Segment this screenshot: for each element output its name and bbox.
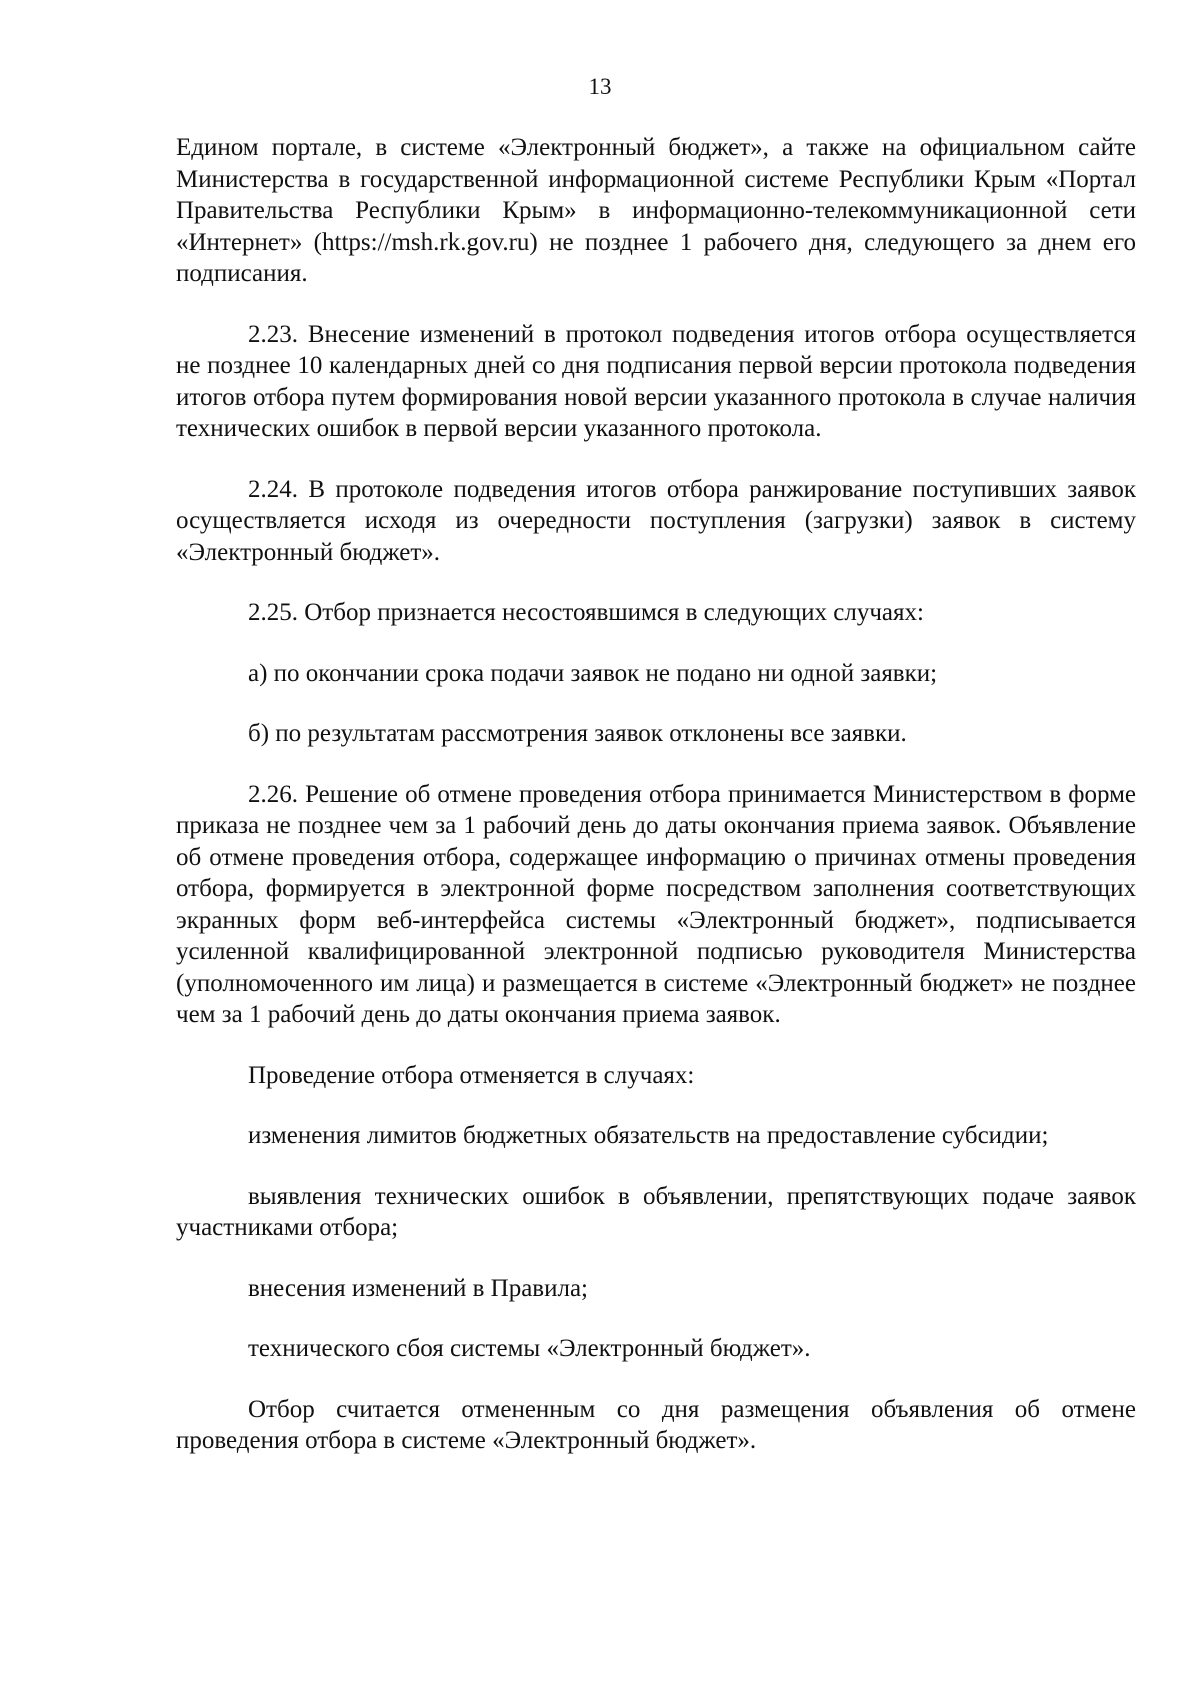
list-item-b: б) по результатам рассмотрения заявок отклонены все заявки. — [248, 720, 907, 747]
paragraph-cancel-cases-intro: Проведение отбора отменяется в случаях: — [248, 1061, 695, 1089]
cancel-case-rules: внесения изменений в Правила; — [248, 1274, 588, 1302]
cancel-case-limits: изменения лимитов бюджетных обязательств на предоставление субсидии; — [248, 1122, 1049, 1149]
paragraph-continuation: Едином портале, в системе «Электронный бюджет», а также на официальном сайте Министерства в государственной информационной системе Республики Крым «Портал Правительства Республики Крым» в информационно-телекоммуникационной сети «Интернет» (https://msh.rk.gov.ru) не позднее 1 рабочего дня, следующего за днем его подписания. — [176, 134, 1136, 287]
cancel-case-system-failure: технического сбоя системы «Электронный бюджет». — [248, 1335, 811, 1362]
list-item-a: а) по окончании срока подачи заявок не подано ни одной заявки; — [248, 659, 938, 687]
document-body — [176, 132, 1136, 1486]
paragraph-2-23: 2.23. Внесение изменений в протокол подведения итогов отбора осуществляется не позднее 10 календарных дней со дня подписания первой версии протокола подведения итогов отбора путем формирования новой версии указанного протокола в случае наличия технических ошибок в первой версии указанного протокола. — [176, 320, 1136, 442]
paragraph-cancel-effective: Отбор считается отмененным со дня размещения объявления об отмене проведения отбора в системе «Электронный бюджет». — [176, 1395, 1136, 1454]
paragraph-2-24: 2.24. В протоколе подведения итогов отбора ранжирование поступивших заявок осуществляется исходя из очередности поступления (загрузки) заявок в систему «Электронный бюджет». — [176, 475, 1136, 566]
cancel-case-errors: выявления технических ошибок в объявлении, препятствующих подаче заявок участниками отбора; — [176, 1182, 1136, 1241]
page-number: 13 — [588, 74, 612, 99]
paragraph-2-25: 2.25. Отбор признается несостоявшимся в следующих случаях: — [248, 599, 924, 626]
paragraph-2-26: 2.26. Решение об отмене проведения отбора принимается Министерством в форме приказа не позднее чем за 1 рабочий день до даты окончания приема заявок. Объявление об отмене проведения отбора, содержащее информацию о причинах отмены проведения отбора, формируется в электронной форме посредством заполнения соответствующих экранных форм веб-интерфейса системы «Электронный бюджет», подписывается усиленной квалифицированной электронной подписью руководителя Министерства (уполномоченного им лица) и размещается в системе «Электронный бюджет» не позднее чем за 1 рабочий день до даты окончания приема заявок. — [176, 780, 1136, 1028]
